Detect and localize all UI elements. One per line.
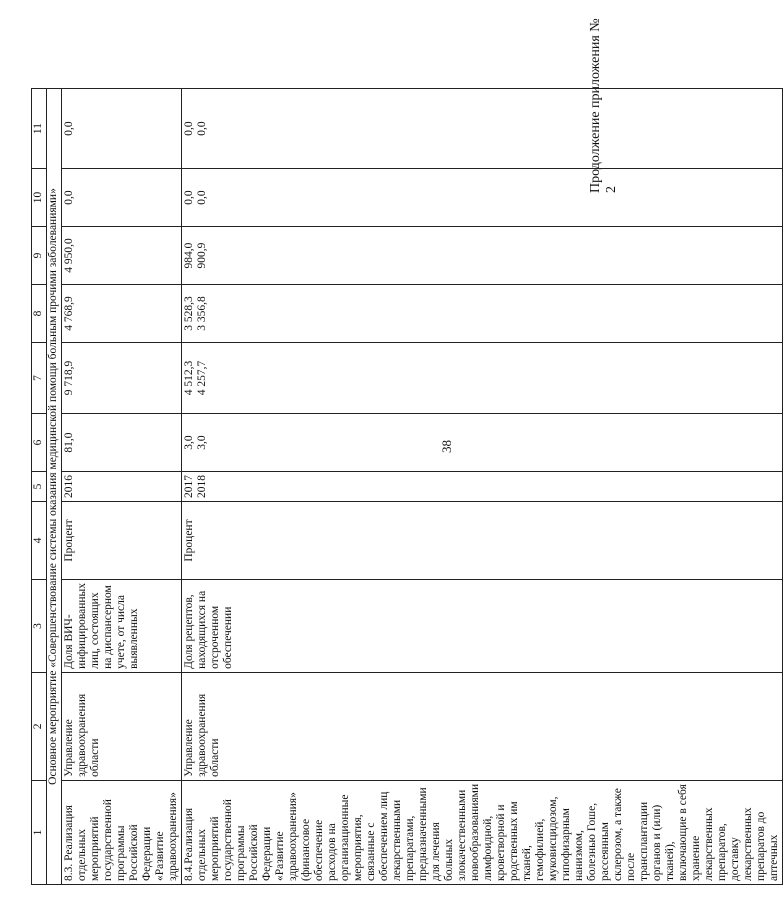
column-number: 2 xyxy=(32,672,47,780)
value-cell xyxy=(182,285,783,343)
column-number: 3 xyxy=(32,580,47,673)
column-number: 7 xyxy=(32,343,47,414)
year-cell xyxy=(182,472,783,502)
value: 984,0 xyxy=(183,242,195,269)
executor-cell: Управление здравоохранения области xyxy=(62,672,182,780)
column-number: 4 xyxy=(32,502,47,580)
value: 3,0 xyxy=(196,435,208,450)
page-number: 38 xyxy=(439,440,454,453)
section-title: Основное мероприятие «Совершенствование системы оказания медицинской помощи больным прочими заболеваниями» xyxy=(47,89,62,885)
value-cell xyxy=(182,414,783,472)
rotated-table-sheet xyxy=(25,13,780,893)
column-number: 5 xyxy=(32,472,47,502)
value-cell: 0,0 xyxy=(62,169,182,227)
indicator-cell: Доля рецептов, находящихся на отсроченном обеспечении xyxy=(182,580,783,673)
value-cell xyxy=(182,89,783,169)
activity-cell: 8.4.Реализация отдельных мероприятий государственной программы Российской Федерации «Развитие здравоохранения» (финансовое обеспечение расходов на организационные мероприятия, связанные с обеспечением лиц лекарственными препаратами, предназначенными для лечения больных злокачественными новообразованиями лимфоидной, кроветворной и родственных им тканей, гемофилией, муковисцидозом, гипофизарным нанизмом, болезнью Гоше, рассеянным склерозом, а также после трансплантации органов и (или) тканей), включающие в себя хранение лекарственных препаратов, доставку лекарственных препаратов до аптечных xyxy=(182,780,783,884)
unit-cell: Процент xyxy=(182,502,783,580)
value: 3 356,8 xyxy=(196,296,208,331)
indicator-cell: Доля ВИЧ-инфицированных лиц, состоящих на диспансерном учете, от числа выявленных xyxy=(62,580,182,673)
value-cell xyxy=(182,343,783,414)
section-title-row xyxy=(47,89,62,885)
value: 3 528,3 xyxy=(183,296,195,331)
column-number: 10 xyxy=(32,169,47,227)
activity-cell: 8.3. Реализация отдельных мероприятий государственной программы Российской Федерации «Развитие здравоохранения» xyxy=(62,780,182,884)
column-number-row xyxy=(32,89,47,885)
value-cell: 0,0 xyxy=(62,89,182,169)
table-row xyxy=(62,89,182,885)
value-cell: 81,0 xyxy=(62,414,182,472)
column-number: 11 xyxy=(32,89,47,169)
column-number: 6 xyxy=(32,414,47,472)
value: 4 257,7 xyxy=(196,360,208,396)
column-number: 8 xyxy=(32,285,47,343)
appendix-continuation-note: Продолжение приложения № 2 xyxy=(588,18,619,193)
value: 900,9 xyxy=(196,242,208,269)
value: 3,0 xyxy=(183,435,195,450)
column-number: 1 xyxy=(32,780,47,884)
year-value: 2017 xyxy=(183,475,195,499)
column-number: 9 xyxy=(32,227,47,285)
value: 4 512,3 xyxy=(183,360,195,396)
table-row xyxy=(182,89,783,885)
program-activities-table xyxy=(31,88,783,885)
value-cell: 4 768,9 xyxy=(62,285,182,343)
year-value: 2018 xyxy=(196,475,208,499)
value-cell xyxy=(182,169,783,227)
value-cell xyxy=(182,227,783,285)
value: 0,0 xyxy=(183,121,195,136)
unit-cell: Процент xyxy=(62,502,182,580)
value-cell: 9 718,9 xyxy=(62,343,182,414)
value: 0,0 xyxy=(196,190,208,205)
value: 0,0 xyxy=(196,121,208,136)
year-cell: 2016 xyxy=(62,472,182,502)
executor-cell: Управление здравоохранения области xyxy=(182,672,783,780)
value-cell: 4 950,0 xyxy=(62,227,182,285)
value: 0,0 xyxy=(183,190,195,205)
